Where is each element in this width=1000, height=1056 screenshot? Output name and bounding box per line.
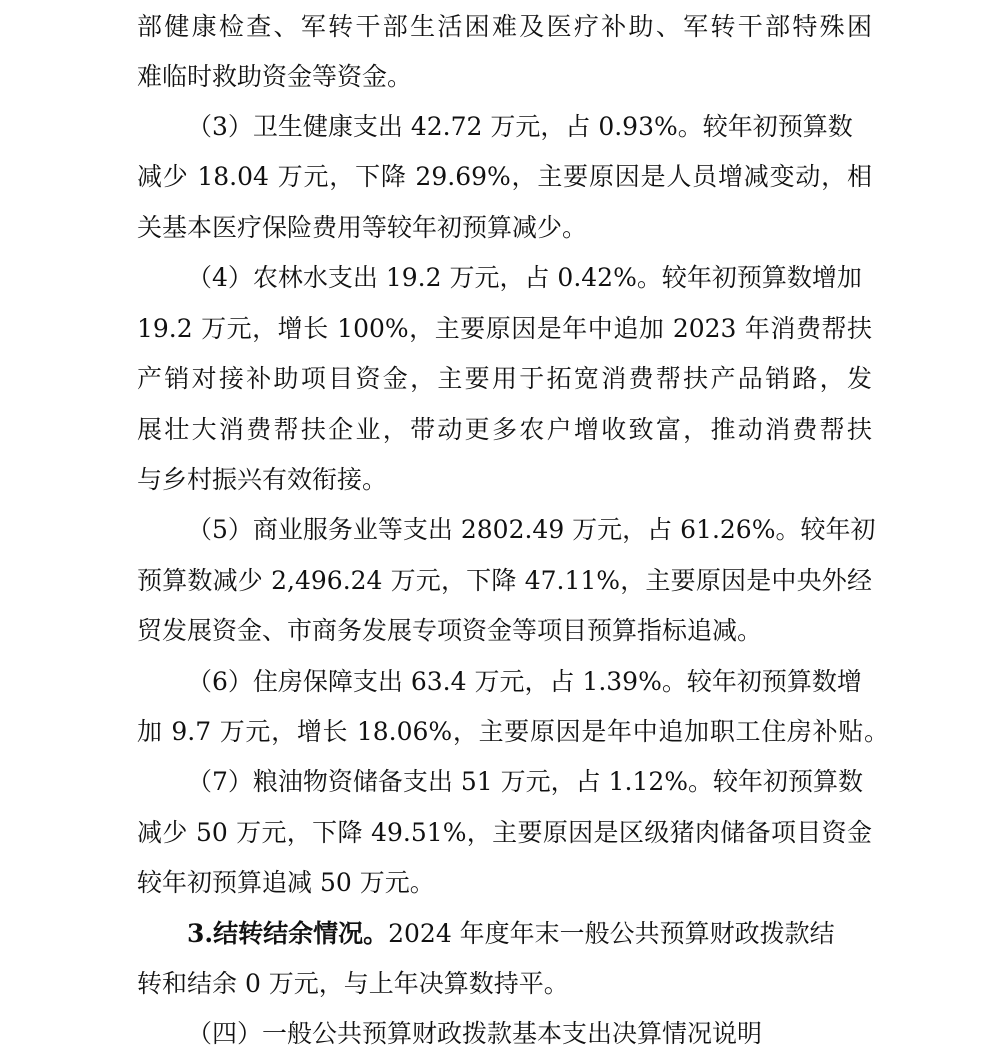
text-line: 与乡村振兴有效衔接。	[137, 465, 388, 494]
text-line: 难临时救助资金等资金。	[137, 62, 413, 91]
text-line: 贸发展资金、市商务发展专项资金等项目预算指标追减。	[137, 616, 763, 645]
text-line: 加 9.7 万元，增长 18.06%，主要原因是年中追加职工住房补贴。	[137, 717, 889, 746]
text-line: （3）卫生健康支出 42.72 万元，占 0.93%。较年初预算数	[187, 112, 853, 141]
text-line: （7）粮油物资储备支出 51 万元，占 1.12%。较年初预算数	[187, 767, 863, 796]
text-line: 展壮大消费帮扶企业，带动更多农户增收致富，推动消费帮扶	[137, 415, 872, 444]
section-3-text: 2024 年度年末一般公共预算财政拨款结	[388, 919, 835, 948]
text-line: 预算数减少 2,496.24 万元，下降 47.11%，主要原因是中央外经	[137, 566, 872, 595]
text-line: 减少 18.04 万元，下降 29.69%，主要原因是人员增减变动，相	[137, 162, 872, 191]
text-line: 较年初预算追减 50 万元。	[137, 868, 435, 897]
section-3-paragraph	[187, 914, 835, 954]
text-line: 减少 50 万元，下降 49.51%，主要原因是区级猪肉储备项目资金	[137, 818, 872, 847]
text-line: 部健康检查、军转干部生活困难及医疗补助、军转干部特殊困	[137, 12, 872, 41]
text-line: 19.2 万元，增长 100%，主要原因是年中追加 2023 年消费帮扶	[137, 314, 872, 343]
section-3-heading: 3.结转结余情况。	[187, 919, 389, 948]
text-line: （6）住房保障支出 63.4 万元，占 1.39%。较年初预算数增	[187, 667, 862, 696]
text-line: 关基本医疗保险费用等较年初预算减少。	[137, 213, 588, 242]
text-line: 产销对接补助项目资金，主要用于拓宽消费帮扶产品销路，发	[137, 364, 872, 393]
text-line: 转和结余 0 万元，与上年决算数持平。	[137, 969, 569, 998]
text-line: （4）农林水支出 19.2 万元，占 0.42%。较年初预算数增加	[187, 263, 862, 292]
section-4-heading: （四）一般公共预算财政拨款基本支出决算情况说明	[187, 1019, 763, 1048]
text-line: （5）商业服务业等支出 2802.49 万元，占 61.26%。较年初	[187, 515, 876, 544]
